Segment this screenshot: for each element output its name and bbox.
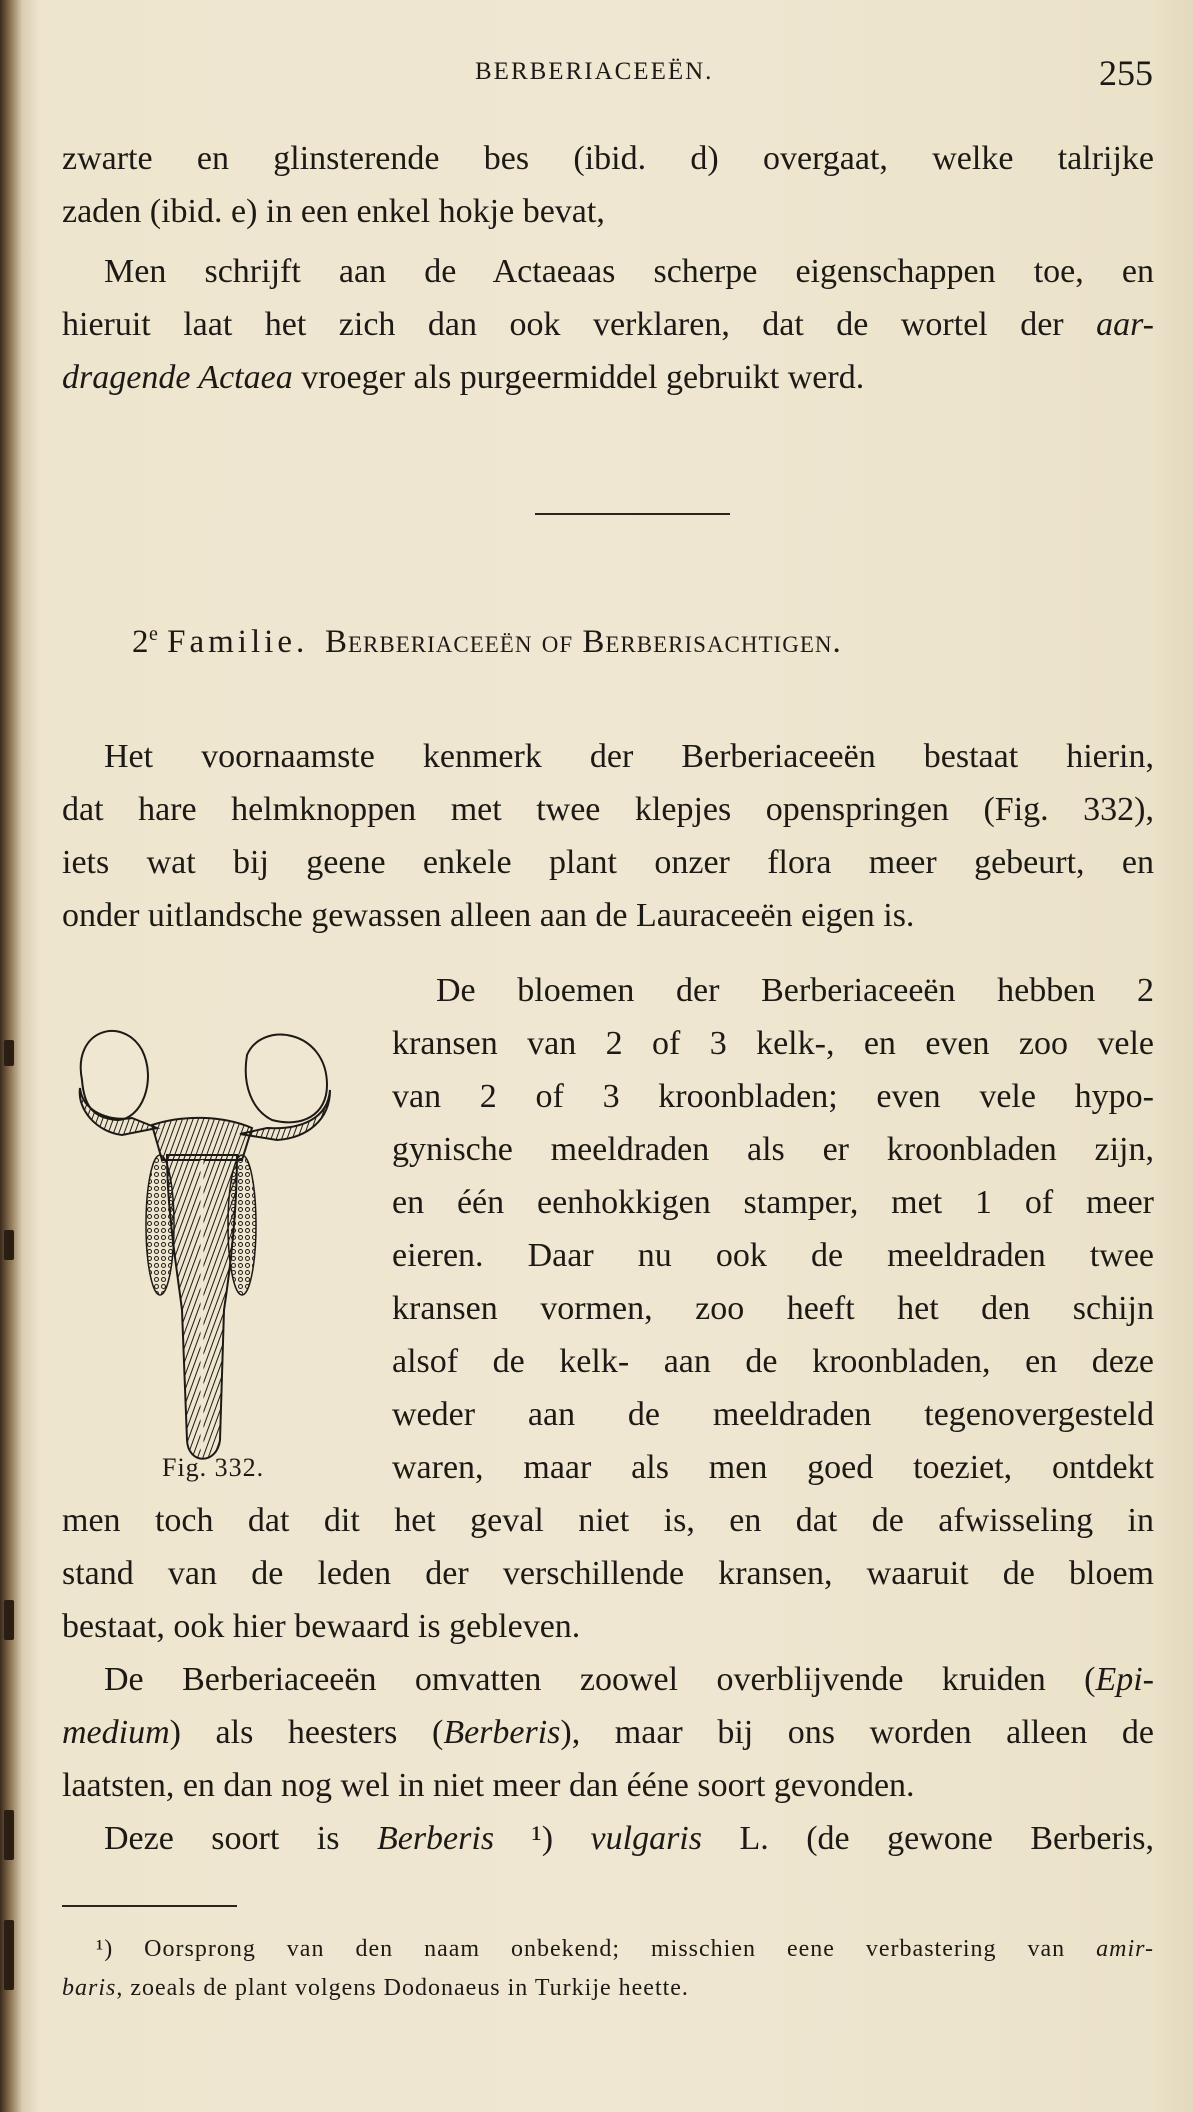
text-line: men toch dat dit het geval niet is, en dat de afwisseling in xyxy=(62,1502,1154,1539)
text-line: zwarte en glinsterende bes (ibid. d) overgaat, welke talrijke xyxy=(62,140,1154,177)
spine-mark xyxy=(4,1920,14,1990)
footnote-line: baris, zoeals de plant volgens Dodonaeus in Turkije heette. xyxy=(62,1975,689,2001)
paragraph-1 xyxy=(62,132,1154,238)
figure-caption: Fig. 332. xyxy=(162,1453,265,1482)
text-line: De bloemen der Berberiaceeën hebben 2 xyxy=(436,972,1154,1009)
footnote-line: ¹) Oorsprong van den naam onbekend; misschien eene verbastering van amir- xyxy=(96,1936,1154,1962)
text-line: medium) als heesters (Berberis), maar bij ons worden alleen de xyxy=(62,1714,1154,1751)
family-heading: 2e Familie. Berberiaceeën of Berberisachtigen. xyxy=(132,623,842,660)
text-line: iets wat bij geene enkele plant onzer flora meer gebeurt, en xyxy=(62,844,1154,881)
page-header xyxy=(0,52,1193,92)
text-line: bestaat, ook hier bewaard is gebleven. xyxy=(62,1608,581,1645)
page-number: 255 xyxy=(1099,53,1153,93)
paragraph-3 xyxy=(62,730,1154,942)
footnote-rule xyxy=(62,1905,237,1907)
family-label: Familie. xyxy=(167,624,309,660)
figure-332-illustration xyxy=(62,1010,352,1500)
text-line: kransen vormen, zoo heeft het den schijn xyxy=(392,1290,1154,1327)
text-line: kransen van 2 of 3 kelk-, en even zoo vele xyxy=(392,1025,1154,1062)
text-line: onder uitlandsche gewassen alleen aan de Lauraceeën eigen is. xyxy=(62,897,915,934)
text-line: De Berberiaceeën omvatten zoowel overblijvende kruiden (Epi- xyxy=(104,1661,1154,1698)
text-line: zaden (ibid. e) in een enkel hokje bevat, xyxy=(62,193,605,230)
text-line: stand van de leden der verschillende kransen, waaruit de bloem xyxy=(62,1555,1154,1592)
text-line: dragende Actaea vroeger als purgeermiddel gebruikt werd. xyxy=(62,359,865,396)
footnote xyxy=(62,1930,1154,2008)
text-line: Men schrijft aan de Actaeaas scherpe eigenschappen toe, en xyxy=(104,253,1154,290)
spine-mark xyxy=(4,1810,14,1860)
stamen-illustration xyxy=(62,1010,352,1500)
text-line: eieren. Daar nu ook de meeldraden twee xyxy=(392,1237,1154,1274)
family-title: Berberiaceeën of Berberisachtigen. xyxy=(324,624,842,660)
running-head: BERBERIACEEËN. xyxy=(475,58,714,85)
text-line: dat hare helmknoppen met twee klepjes openspringen (Fig. 332), xyxy=(62,791,1154,828)
paragraph-wrapped xyxy=(392,964,1154,1494)
section-divider xyxy=(535,513,730,515)
text-line: weder aan de meeldraden tegenovergesteld xyxy=(392,1396,1154,1433)
spine-mark xyxy=(4,1600,14,1640)
paragraph-2 xyxy=(62,245,1154,404)
text-line: Deze soort is Berberis ¹) vulgaris L. (de gewone Berberis, xyxy=(104,1820,1154,1857)
text-line: en één eenhokkigen stamper, met 1 of meer xyxy=(392,1184,1154,1221)
text-line: van 2 of 3 kroonbladen; even vele hypo- xyxy=(392,1078,1154,1115)
spine-mark xyxy=(4,1040,14,1066)
text-line: alsof de kelk- aan de kroonbladen, en deze xyxy=(392,1343,1154,1380)
text-line: Het voornaamste kenmerk der Berberiaceeën bestaat hierin, xyxy=(104,738,1154,775)
text-line: gynische meeldraden als er kroonbladen zijn, xyxy=(392,1131,1154,1168)
text-line: waren, maar als men goed toeziet, ontdekt xyxy=(392,1449,1154,1486)
text-line: hieruit laat het zich dan ook verklaren, dat de wortel der aar- xyxy=(62,306,1154,343)
paragraph-continuation xyxy=(62,1494,1154,1865)
text-line: laatsten, en dan nog wel in niet meer dan ééne soort gevonden. xyxy=(62,1767,915,1804)
spine-mark xyxy=(4,1230,14,1260)
